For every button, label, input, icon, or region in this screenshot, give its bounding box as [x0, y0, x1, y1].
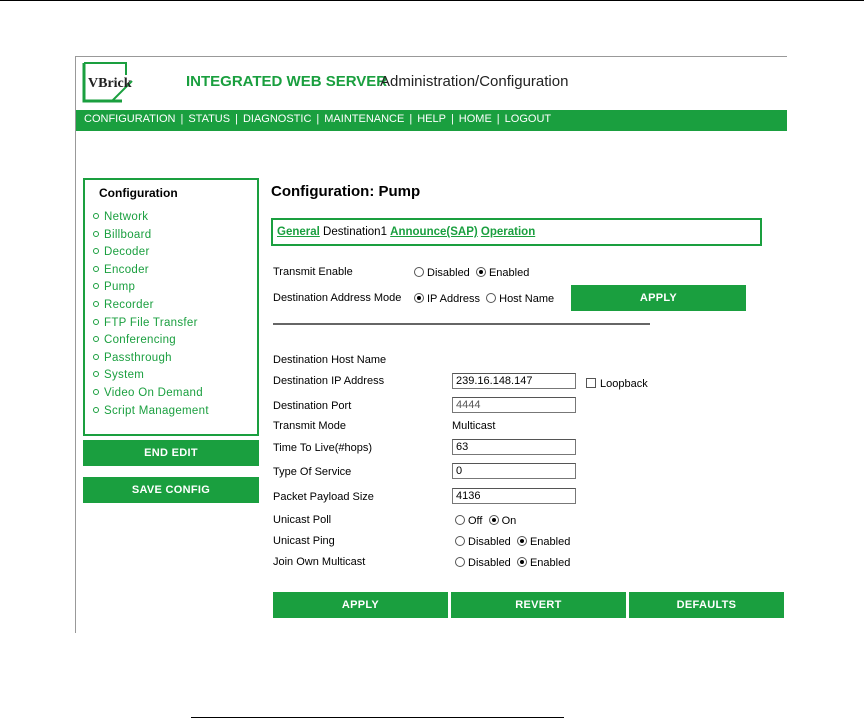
sidebar-item-decoder[interactable]: Decoder — [93, 244, 209, 262]
apply-top-button[interactable]: APPLY — [571, 285, 746, 311]
top-rule — [0, 0, 864, 1]
join-own-group: Disabled Enabled — [455, 556, 570, 569]
bullet-icon — [93, 283, 99, 289]
dest-ip-input[interactable] — [452, 373, 576, 389]
join-enabled-radio[interactable] — [517, 557, 527, 567]
revert-button[interactable]: REVERT — [451, 592, 626, 618]
page-title: Configuration: Pump — [271, 183, 421, 200]
server-title: INTEGRATED WEB SERVER — [186, 73, 388, 90]
sidebar-menu — [93, 209, 209, 420]
dest-ip-label: Destination IP Address — [273, 375, 385, 387]
tab-destination1: Destination1 — [323, 226, 387, 238]
ttl-label: Time To Live(#hops) — [273, 442, 373, 454]
bullet-icon — [93, 248, 99, 254]
tos-label: Type Of Service — [273, 466, 352, 478]
footer-rule — [191, 717, 564, 718]
ping-enabled-radio[interactable] — [517, 536, 527, 546]
sidebar-item-billboard[interactable]: Billboard — [93, 227, 209, 245]
ping-disabled-radio[interactable] — [455, 536, 465, 546]
bullet-icon — [93, 389, 99, 395]
dest-host-name-label: Destination Host Name — [273, 354, 387, 366]
nav-home[interactable]: HOME — [458, 113, 492, 125]
sidebar-item-script[interactable]: Script Management — [93, 403, 209, 421]
bullet-icon — [93, 231, 99, 237]
nav-diagnostic[interactable]: DIAGNOSTIC — [242, 113, 312, 125]
loopback-group: Loopback — [586, 377, 648, 390]
payload-input[interactable] — [452, 488, 576, 504]
server-subtitle: Administration/Configuration — [380, 73, 569, 90]
unicast-poll-label: Unicast Poll — [273, 514, 332, 526]
ttl-input[interactable] — [452, 439, 576, 455]
tab-announce-sap[interactable]: Announce(SAP) — [390, 226, 478, 238]
sidebar-heading: Configuration — [99, 186, 178, 200]
bullet-icon — [93, 371, 99, 377]
config-sidebar — [83, 178, 259, 436]
nav-maintenance[interactable]: MAINTENANCE — [324, 113, 405, 125]
host-name-radio[interactable] — [486, 293, 496, 303]
unicast-ping-group: Disabled Enabled — [455, 535, 570, 548]
save-config-button[interactable]: SAVE CONFIG — [83, 477, 259, 503]
nav-configuration[interactable]: CONFIGURATION — [84, 113, 176, 125]
bullet-icon — [93, 319, 99, 325]
transmit-enable-label: Transmit Enable — [273, 266, 353, 278]
tab-bar — [271, 218, 762, 246]
section-divider — [273, 323, 650, 325]
poll-on-radio[interactable] — [489, 515, 499, 525]
bullet-icon — [93, 336, 99, 342]
vbrick-logo — [82, 61, 136, 103]
sidebar-item-recorder[interactable]: Recorder — [93, 297, 209, 315]
unicast-ping-label: Unicast Ping — [273, 535, 335, 547]
sidebar-item-system[interactable]: System — [93, 367, 209, 385]
unicast-poll-group: Off On — [455, 514, 516, 527]
dest-port-label: Destination Port — [273, 400, 352, 412]
top-nav: CONFIGURATION | STATUS | DIAGNOSTIC | MAINTENANCE | HELP | HOME | LOGOUT — [84, 113, 552, 125]
nav-status[interactable]: STATUS — [188, 113, 231, 125]
defaults-button[interactable]: DEFAULTS — [629, 592, 784, 618]
tos-input[interactable] — [452, 463, 576, 479]
svg-text:VBrick: VBrick — [88, 76, 132, 91]
nav-help[interactable]: HELP — [417, 113, 446, 125]
sidebar-item-pump[interactable]: Pump — [93, 279, 209, 297]
transmit-enabled-radio[interactable] — [476, 267, 486, 277]
sidebar-item-passthrough[interactable]: Passthrough — [93, 350, 209, 368]
tab-operation[interactable]: Operation — [480, 226, 536, 238]
dest-port-input[interactable] — [452, 397, 576, 413]
ip-address-radio[interactable] — [414, 293, 424, 303]
bullet-icon — [93, 266, 99, 272]
transmit-enable-group: Disabled Enabled — [414, 266, 529, 279]
dest-addr-mode-group: IP Address Host Name — [414, 292, 554, 305]
sidebar-item-network[interactable]: Network — [93, 209, 209, 227]
bullet-icon — [93, 407, 99, 413]
dest-addr-mode-label: Destination Address Mode — [273, 292, 402, 304]
apply-button[interactable]: APPLY — [273, 592, 448, 618]
bullet-icon — [93, 213, 99, 219]
bullet-icon — [93, 301, 99, 307]
tab-general[interactable]: General — [277, 226, 320, 238]
sidebar-item-ftp[interactable]: FTP File Transfer — [93, 315, 209, 333]
poll-off-radio[interactable] — [455, 515, 465, 525]
loopback-checkbox[interactable] — [586, 378, 596, 388]
sidebar-item-conferencing[interactable]: Conferencing — [93, 332, 209, 350]
sidebar-item-vod[interactable]: Video On Demand — [93, 385, 209, 403]
bullet-icon — [93, 354, 99, 360]
join-disabled-radio[interactable] — [455, 557, 465, 567]
end-edit-button[interactable]: END EDIT — [83, 440, 259, 466]
transmit-mode-value: Multicast — [452, 420, 496, 432]
join-own-label: Join Own Multicast — [273, 556, 366, 568]
transmit-disabled-radio[interactable] — [414, 267, 424, 277]
top-nav-bar — [76, 110, 787, 131]
nav-logout[interactable]: LOGOUT — [504, 113, 552, 125]
transmit-mode-label: Transmit Mode — [273, 420, 346, 432]
sidebar-item-encoder[interactable]: Encoder — [93, 262, 209, 280]
payload-label: Packet Payload Size — [273, 491, 374, 503]
